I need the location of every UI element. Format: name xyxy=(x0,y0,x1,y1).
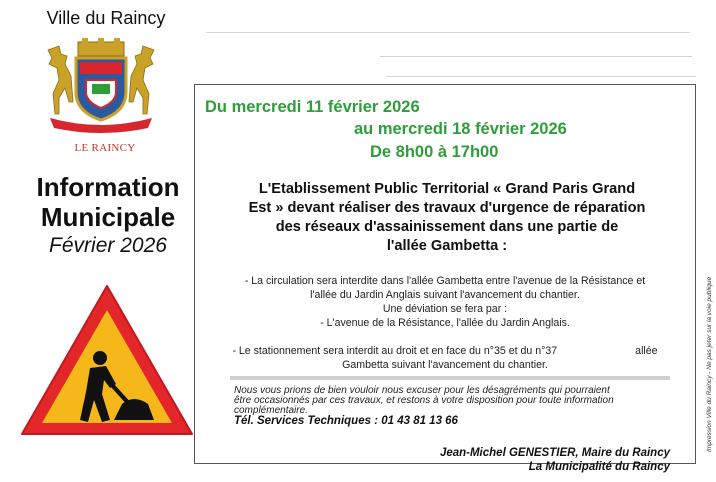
apology-line: Nous vous prions de bien vouloir nous excuser pour les désagréments qui pourraient xyxy=(234,385,610,396)
municipality-signature: La Municipalité du Raincy xyxy=(528,461,670,473)
notice-headline xyxy=(200,180,694,256)
headline-line: Est » devant réaliser des travaux d'urgence de réparation xyxy=(248,200,646,216)
city-name: Ville du Raincy xyxy=(46,8,166,28)
info-month: Février 2026 xyxy=(49,234,167,257)
parking-line-text: - Le stationnement sera interdit au droit et en face du n°35 et du n°37 xyxy=(232,345,558,357)
work-hours: De 8h00 à 17h00 xyxy=(370,143,499,161)
traffic-notice xyxy=(200,274,690,330)
parking-line-end: allée xyxy=(635,345,658,357)
header-rule xyxy=(380,56,692,57)
apology-divider xyxy=(230,376,670,380)
header-rule xyxy=(386,76,696,77)
headline-line: des réseaux d'assainissement dans une partie de xyxy=(275,219,619,235)
vertical-print-note xyxy=(700,200,713,460)
info-title xyxy=(20,172,196,232)
parking-notice xyxy=(200,344,690,372)
roadworks-sign-icon xyxy=(18,280,196,442)
traffic-line: - La circulation sera interdite dans l'allée Gambetta entre l'avenue de la Résistance et xyxy=(244,275,646,287)
info-title-line2: Municipale xyxy=(40,202,176,232)
apology-text xyxy=(234,386,674,416)
deviation-route: - L'avenue de la Résistance, l'allée du Jardin Anglais. xyxy=(320,317,570,329)
crest-caption: LE RAINCY xyxy=(74,142,136,154)
traffic-line: l'allée du Jardin Anglais suivant l'avancement du chantier. xyxy=(310,289,580,301)
info-title-line1: Information xyxy=(36,172,180,202)
coat-of-arms-icon xyxy=(40,38,162,138)
date-end: au mercredi 18 février 2026 xyxy=(354,120,567,138)
parking-line: Gambetta suivant l'avancement du chantier. xyxy=(342,359,548,371)
headline-line: L'Etablissement Public Territorial « Grand Paris Grand xyxy=(258,181,636,197)
date-start: Du mercredi 11 février 2026 xyxy=(205,98,420,116)
phone-number: Tél. Services Techniques : 01 43 81 13 66 xyxy=(234,415,458,427)
header-rule xyxy=(206,32,690,33)
parking-line xyxy=(200,344,690,358)
apology-line: complémentaire. xyxy=(234,405,308,416)
vertical-print-note-text: Impression Ville du Raincy - Ne pas jeter sur la voie publique xyxy=(706,276,713,452)
deviation-title: Une déviation se fera par : xyxy=(382,303,508,315)
mayor-signature: Jean-Michel GENESTIER, Maire du Raincy xyxy=(439,447,670,459)
apology-line: être occasionnés par ces travaux, et restons à votre disposition pour toute information xyxy=(234,395,614,406)
headline-line: l'allée Gambetta : xyxy=(386,238,508,254)
